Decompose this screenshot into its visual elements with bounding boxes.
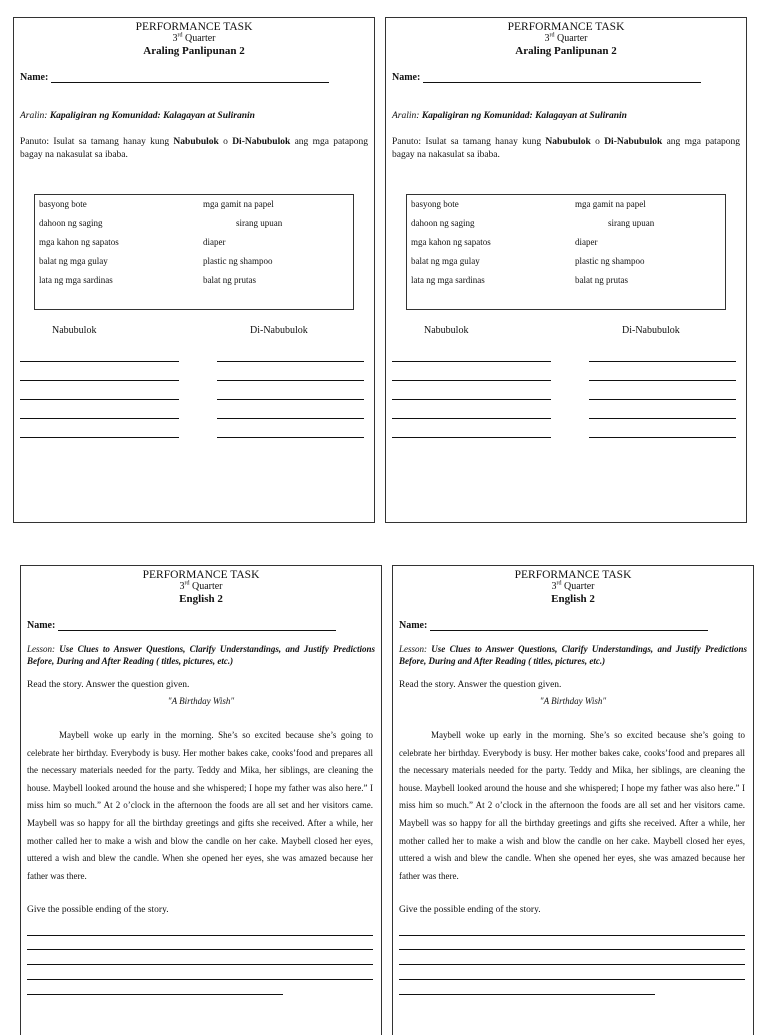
answer-line[interactable] <box>27 949 373 950</box>
word-item: mga gamit na papel <box>575 199 646 209</box>
task-title: PERFORMANCE TASK <box>142 569 260 581</box>
aralin-label: Aralin: <box>392 111 420 121</box>
answer-line[interactable] <box>27 935 373 936</box>
word-item: balat ng prutas <box>575 275 628 285</box>
name-line[interactable] <box>58 621 336 631</box>
panuto-instructions: Panuto: Isulat sa tamang hanay kung Nabubulok o Di-Nabubulok ang mga patapong bagay na nakasulat sa ibaba. <box>20 137 369 160</box>
column-di-nabubulok: Di-Nabubulok <box>250 325 308 336</box>
column-nabubulok: Nabubulok <box>52 325 97 336</box>
name-field[interactable] <box>27 620 375 631</box>
column-nabubulok: Nabubulok <box>424 325 469 336</box>
aralin-line <box>392 111 740 121</box>
word-box <box>406 194 726 310</box>
story-title: "A Birthday Wish" <box>539 696 607 706</box>
task-title: PERFORMANCE TASK <box>507 21 625 33</box>
word-item: balat ng prutas <box>203 275 256 285</box>
word-item: mga kahon ng sapatos <box>411 237 491 247</box>
answer-line[interactable] <box>20 399 179 400</box>
subject-title: English 2 <box>179 593 223 605</box>
story-passage: Maybell woke up early in the morning. She’s so excited because she’s going to celebrate her birthday. Everybody is busy. Her mother bakes cake, cooks’food and prepares all the necessary materials needed for the party. Teddy and Mika, her siblings, are cleaning the house. Maybell looked around the house and she whispered; I hope my father was also here.” I miss him so much.” At 2 o’clock in the afternoon the foods are all set and her visitors came. Maybell was so happy for all the birthday greetings and gifts she received. After a while, her mother called her to make a wish and blow the candle on her cake. Maybell closed her eyes, uttered a wish and blew the candle. When she opened her eyes, she was amazed because her father was there. <box>27 730 373 881</box>
answer-line[interactable] <box>217 399 364 400</box>
quarter-label: 3rd Quarter <box>551 580 595 592</box>
answer-line[interactable] <box>589 437 736 438</box>
word-box <box>34 194 354 310</box>
answer-line[interactable] <box>399 935 745 936</box>
answer-line[interactable] <box>399 979 745 980</box>
word-item: basyong bote <box>39 199 87 209</box>
word-item: mga kahon ng sapatos <box>39 237 119 247</box>
worksheet-header <box>386 18 746 57</box>
name-label: Name: <box>20 72 49 83</box>
answer-line[interactable] <box>20 437 179 438</box>
quarter-label: 3rd Quarter <box>179 580 223 592</box>
answer-line[interactable] <box>27 994 283 995</box>
answer-line[interactable] <box>392 399 551 400</box>
answer-line[interactable] <box>20 380 179 381</box>
answer-line[interactable] <box>27 964 373 965</box>
word-item: mga gamit na papel <box>203 199 274 209</box>
answer-line[interactable] <box>392 361 551 362</box>
worksheet-header <box>14 18 374 57</box>
reading-instruction: Read the story. Answer the question given. <box>399 680 562 690</box>
name-line[interactable] <box>423 73 701 83</box>
word-item: balat ng mga gulay <box>39 256 108 266</box>
aralin-label: Aralin: <box>20 111 48 121</box>
answer-line[interactable] <box>589 418 736 419</box>
task-title: PERFORMANCE TASK <box>514 569 632 581</box>
word-item: lata ng mga sardinas <box>411 275 485 285</box>
answer-line[interactable] <box>399 964 745 965</box>
aralin-text: Kapaligiran ng Komunidad: Kalagayan at Suliranin <box>49 111 255 121</box>
answer-line[interactable] <box>399 949 745 950</box>
answer-line[interactable] <box>217 437 364 438</box>
word-item: diaper <box>575 237 598 247</box>
word-item: diaper <box>203 237 226 247</box>
task-title: PERFORMANCE TASK <box>135 21 253 33</box>
lesson-text: Lesson: Use Clues to Answer Questions, Clarify Understandings, and Justify Predictions Before, During and After Reading ( titles, pictures, etc.) <box>27 644 375 666</box>
aralin-text: Kapaligiran ng Komunidad: Kalagayan at Suliranin <box>421 111 627 121</box>
question-text: Give the possible ending of the story. <box>27 905 169 915</box>
answer-line[interactable] <box>392 380 551 381</box>
answer-line[interactable] <box>589 361 736 362</box>
lesson-text: Lesson: Use Clues to Answer Questions, Clarify Understandings, and Justify Predictions Before, During and After Reading ( titles, pictures, etc.) <box>399 644 747 666</box>
aralin-line <box>20 111 368 121</box>
word-item: lata ng mga sardinas <box>39 275 113 285</box>
answer-line[interactable] <box>589 380 736 381</box>
answer-line[interactable] <box>217 418 364 419</box>
answer-line[interactable] <box>399 994 655 995</box>
answer-line[interactable] <box>20 361 179 362</box>
subject-title: Araling Panlipunan 2 <box>515 45 617 57</box>
column-di-nabubulok: Di-Nabubulok <box>622 325 680 336</box>
name-label: Name: <box>392 72 421 83</box>
word-item: dahoon ng saging <box>39 218 103 228</box>
word-item: sirang upuan <box>236 218 283 228</box>
english-worksheet-right <box>392 565 754 1035</box>
name-line[interactable] <box>430 621 708 631</box>
name-line[interactable] <box>51 73 329 83</box>
name-field[interactable] <box>20 72 368 83</box>
word-item: plastic ng shampoo <box>203 256 273 266</box>
answer-line[interactable] <box>20 418 179 419</box>
english-worksheet-left <box>20 565 382 1035</box>
ap-worksheet-left <box>13 17 375 523</box>
worksheet-header <box>393 566 753 605</box>
question-text: Give the possible ending of the story. <box>399 905 541 915</box>
name-label: Name: <box>27 620 56 631</box>
name-field[interactable] <box>399 620 747 631</box>
reading-instruction: Read the story. Answer the question given. <box>27 680 190 690</box>
worksheet-header <box>21 566 381 605</box>
answer-line[interactable] <box>392 437 551 438</box>
answer-line[interactable] <box>589 399 736 400</box>
word-item: balat ng mga gulay <box>411 256 480 266</box>
ap-worksheet-right <box>385 17 747 523</box>
word-item: sirang upuan <box>608 218 655 228</box>
word-item: plastic ng shampoo <box>575 256 645 266</box>
answer-line[interactable] <box>392 418 551 419</box>
name-label: Name: <box>399 620 428 631</box>
panuto-instructions: Panuto: Isulat sa tamang hanay kung Nabubulok o Di-Nabubulok ang mga patapong bagay na nakasulat sa ibaba. <box>392 137 741 160</box>
word-item: dahoon ng saging <box>411 218 475 228</box>
story-passage: Maybell woke up early in the morning. She’s so excited because she’s going to celebrate her birthday. Everybody is busy. Her mother bakes cake, cooks’food and prepares all the necessary materials needed for the party. Teddy and Mika, her siblings, are cleaning the house. Maybell looked around the house and she whispered; I hope my father was also here.” I miss him so much.” At 2 o’clock in the afternoon the foods are all set and her visitors came. Maybell was so happy for all the birthday greetings and gifts she received. After a while, her mother called her to make a wish and blow the candle on her cake. Maybell closed her eyes, uttered a wish and blew the candle. When she opened her eyes, she was amazed because her father was there. <box>399 730 745 881</box>
answer-line[interactable] <box>217 380 364 381</box>
answer-line[interactable] <box>27 979 373 980</box>
subject-title: English 2 <box>551 593 595 605</box>
quarter-label: 3rd Quarter <box>544 32 588 44</box>
subject-title: Araling Panlipunan 2 <box>143 45 245 57</box>
name-field[interactable] <box>392 72 740 83</box>
answer-line[interactable] <box>217 361 364 362</box>
story-title: "A Birthday Wish" <box>167 696 235 706</box>
quarter-label: 3rd Quarter <box>172 32 216 44</box>
word-item: basyong bote <box>411 199 459 209</box>
